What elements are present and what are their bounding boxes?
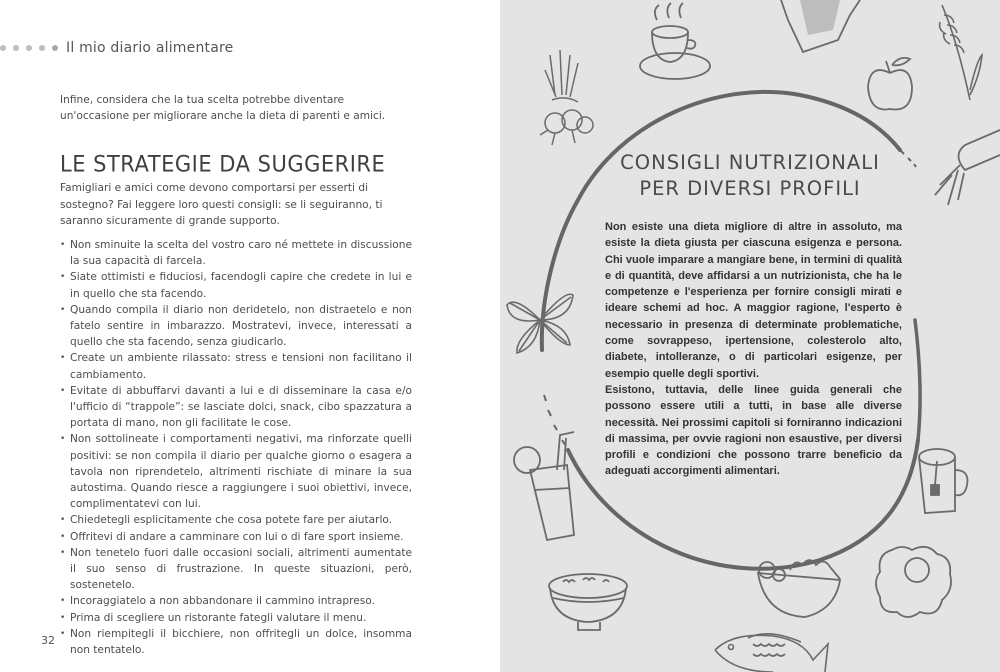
list-item: • Non tenetelo fuori dalle occasioni sociali, altrimenti aumentate il suo senso di frustrazione. In queste situazioni, però, sostenetelo.: [60, 545, 412, 594]
dot-icon: [0, 45, 6, 51]
right-page-body: [605, 219, 902, 480]
left-page-body: [60, 92, 412, 658]
beetroot-icon: [530, 45, 600, 150]
list-item: • Offritevi di andare a camminare con lui o di fare sport insieme.: [60, 529, 412, 545]
list-item: • Create un ambiente rilassato: stress e tensioni non facilitano il cambiamento.: [60, 350, 412, 382]
intro-paragraph: Infine, considera che la tua scelta potrebbe diventare un'occasione per migliorare anche la dieta di parenti e amici.: [60, 94, 386, 123]
list-item: • Non riempitegli il bicchiere, non offritegli un dolce, insomma non tentatelo.: [60, 626, 412, 658]
list-item: • Chiedetegli esplicitamente che cosa potete fare per aiutarlo.: [60, 512, 412, 528]
list-item: • Siate ottimisti e fiduciosi, facendogli capire che credete in lui e in quello che sta facendo.: [60, 269, 412, 301]
header-dots-decoration: [0, 45, 58, 51]
list-item: • Non sminuite la scelta del vostro caro né mettete in discussione la sua capacità di farcela.: [60, 237, 412, 269]
right-page-title: [600, 150, 900, 202]
list-item: • Prima di scegliere un ristorante fategli valutare il menu.: [60, 610, 412, 626]
dot-icon: [52, 45, 58, 51]
running-header-title: Il mio diario alimentare: [66, 40, 234, 56]
title-line-1: CONSIGLI NUTRIZIONALI: [620, 151, 880, 174]
dot-icon: [26, 45, 32, 51]
list-item: • Quando compila il diario non deridetelo, non distraetelo e non fatelo sentire in imbarazzo. Mostratevi, invece, interessati a quello che sta facendo, senza giudicarlo.: [60, 302, 412, 351]
fish-icon: [713, 632, 833, 672]
right-page: [500, 0, 1000, 672]
carrot-icon: [930, 125, 1000, 215]
wheat-icon: [932, 0, 987, 105]
strategies-list: [60, 237, 412, 658]
fried-egg-icon: [872, 542, 954, 620]
dot-icon: [13, 45, 19, 51]
running-header: [0, 38, 233, 58]
coffee-cup-icon: [637, 0, 717, 82]
salad-bowl-icon: [755, 555, 845, 620]
dot-icon: [39, 45, 45, 51]
section-title: LE STRATEGIE DA SUGGERIRE: [60, 151, 386, 178]
page-number: 32: [41, 634, 55, 647]
basil-leaves-icon: [505, 285, 575, 355]
list-item: • Incoraggiatelo a non abbandonare il cammino intrapreso.: [60, 593, 412, 609]
list-item: • Evitate di abbuffarvi davanti a lui e di disseminare la casa e/o l'ufficio di “trappole”: se lasciate dolci, snack, cibo spazzatura a portata di mano, non gli facilitate le cose.: [60, 383, 412, 432]
drink-glass-icon: [512, 430, 577, 545]
toast-icon: [778, 0, 868, 55]
tea-mug-icon: [915, 445, 975, 520]
body-paragraph: Non esiste una dieta migliore di altre in assoluto, ma esiste la dieta giusta per ciascuna esigenza e persona. Chi vuole imparare a mangiare bene, in termini di qualità e di quantità, deve affidarsi a un nutrizionista, che ha le competenze e l'esperienza per fornire consigli mirati e ideare schemi ad hoc. A maggior ragione, l'esperto è necessario in presenza di determinate problematiche, come sovrappeso, ipertensione, colesterolo alto, diabete, intolleranze, o di particolari esigenze, per esempio quelle degli sportivi.: [605, 221, 902, 380]
title-line-2: PER DIVERSI PROFILI: [639, 177, 861, 200]
body-paragraph: Esistono, tuttavia, delle linee guida generali che possono essere utili a tutti, in base alle diverse necessità. Nei prossimi capitoli si forniranno indicazioni di massima, per ovvie ragioni non esaustive, per diversi profili e condizioni che possono trarre beneficio da adeguati accorgimenti alimentari.: [605, 383, 902, 478]
apple-icon: [860, 55, 920, 117]
section-intro: Famigliari e amici come devono comportarsi per esserti di sostegno? Fai leggere loro questi consigli: se li seguiranno, ti saranno sicuramente di grande supporto.: [60, 182, 383, 227]
rice-bowl-icon: [548, 570, 632, 635]
list-item: • Non sottolineate i comportamenti negativi, ma rinforzate quelli positivi: se non compila il diario per qualche giorno o esagera a tavola non riprendetelo, altrimenti rischiate di minare la sua autostima. Quando riesce a raggiungere i suoi obiettivi, invece, complimentatevi con lui.: [60, 431, 412, 512]
